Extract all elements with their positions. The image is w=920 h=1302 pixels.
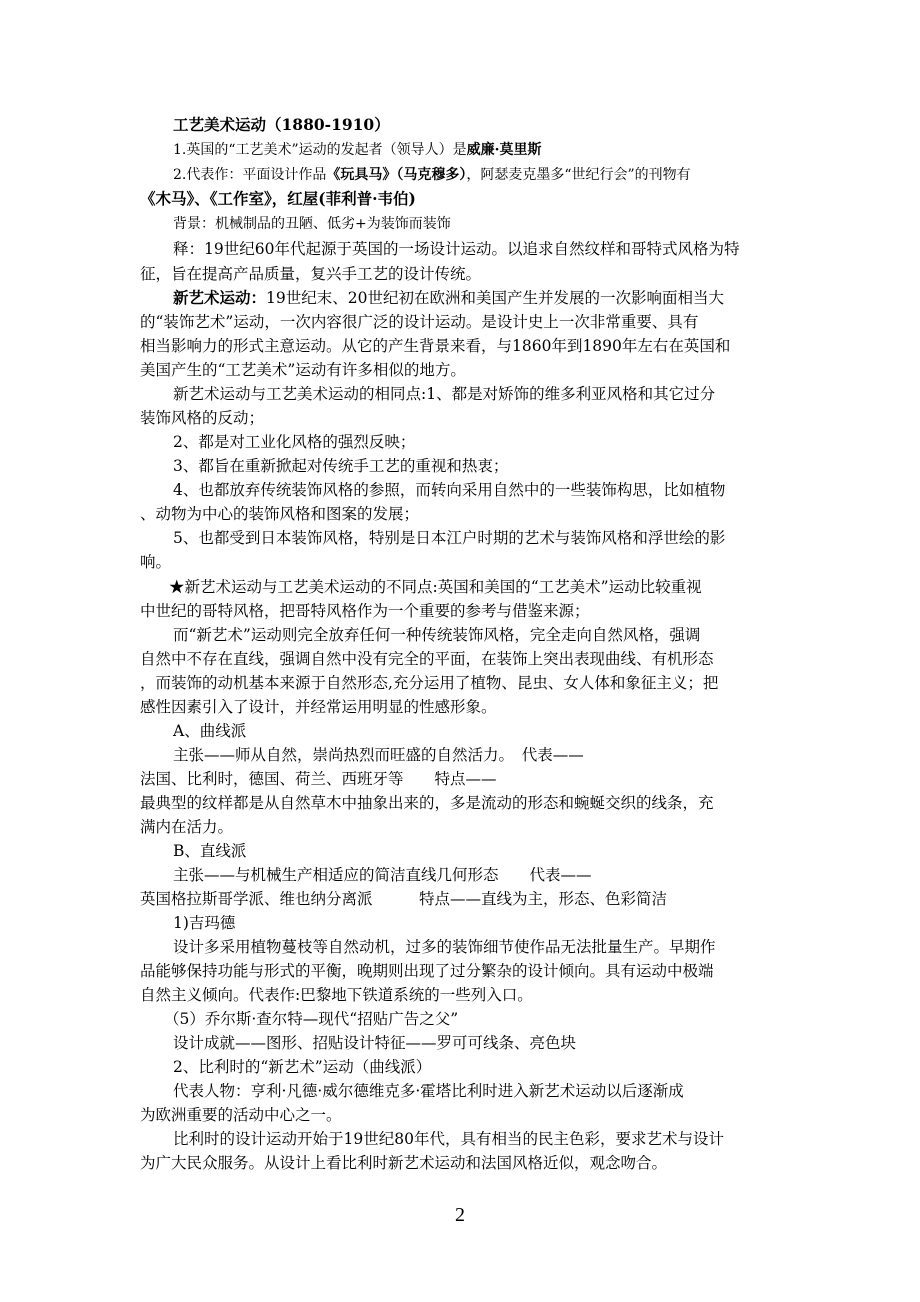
- item-1-bold: 威廉·莫里斯: [466, 142, 542, 158]
- similarity-line: 装饰风格的反动；: [140, 409, 265, 427]
- cheret-title: （5）乔尔斯·查尔特—现代“招贴广告之父”: [164, 1010, 459, 1028]
- art-nouveau-line: 相当影响力的形式主意运动。从它的产生背景来看，与1860年到1890年左右在英国和: [140, 337, 731, 355]
- similarity-line: 5、也都受到日本装饰风格，特别是日本江户时期的艺术与装饰风格和浮世绘的影: [173, 529, 726, 547]
- difference-line: 自然中不存在直线，强调自然中没有完全的平面，在装饰上突出表现曲线、有机形态: [140, 650, 714, 668]
- art-nouveau-line: 的“装饰艺术”运动，一次内容很广泛的设计运动。是设计史上一次非常重要、具有: [140, 313, 699, 331]
- school-a-title: A、曲线派: [173, 722, 247, 740]
- page-number: 2: [455, 1204, 465, 1226]
- section-title: 工艺美术运动（1880-1910）: [173, 115, 390, 134]
- item-2-prefix: 2.代表作：平面设计作品: [173, 167, 327, 183]
- similarity-line: 3、都旨在重新掀起对传统手工艺的重视和热衷；: [173, 457, 509, 475]
- belgium-rep-line: 为欧洲重要的活动中心之一。: [140, 1106, 342, 1124]
- item-1-text: 1.英国的“工艺美术”运动的发起者（领导人）是: [173, 142, 467, 158]
- item-1: [140, 139, 813, 161]
- similarity-line: 新艺术运动与工艺美术运动的相同点:1、都是对矫饰的维多利亚风格和其它过分: [173, 385, 716, 403]
- school-b-line: 英国格拉斯哥学派、维也纳分离派 特点——直线为主，形态、色彩简洁: [140, 890, 668, 908]
- art-nouveau-label: 新艺术运动：: [173, 288, 267, 307]
- item-2: [140, 164, 813, 186]
- school-b-title: B、直线派: [173, 842, 247, 860]
- school-b-line: 主张——与机械生产相适应的简洁直线几何形态 代表——: [173, 866, 592, 884]
- similarity-line: 响。: [140, 553, 172, 571]
- belgium-rep-line: 代表人物：亨利·凡德·威尔德维克多·霍塔比利时进入新艺术运动以后逐渐成: [173, 1082, 684, 1100]
- similarity-line: 2、都是对工业化风格的强烈反映；: [173, 433, 416, 451]
- belgium-para-line: 为广大民众服务。从设计上看比利时新艺术运动和法国风格近似，观念吻合。: [140, 1154, 668, 1172]
- item-2-bold: 《玩具马》（马克穆多）: [326, 167, 467, 183]
- difference-line: 而“新艺术”运动则完全放弃任何一种传统装饰风格，完全走向自然风格，强调: [173, 626, 701, 644]
- item-2-line2: 《木马》、《工作室》，红屋(菲利普·韦伯): [140, 189, 416, 208]
- background-line: 背景：机械制品的丑陋、低劣+为装饰而装饰: [173, 216, 451, 232]
- difference-line: ★新艺术运动与工艺美术运动的不同点:英国和美国的“工艺美术”运动比较重视: [169, 578, 702, 596]
- similarity-line: 、动物为中心的装饰风格和图案的发展；: [140, 505, 420, 523]
- art-nouveau-line: [140, 287, 813, 309]
- school-a-line: 法国、比利时，德国、荷兰、西班牙等 特点——: [140, 770, 497, 788]
- cheret-line: 设计成就——图形、招贴设计特征——罗可可线条、亮色块: [173, 1034, 577, 1052]
- difference-line: 感性因素引入了设计，并经常运用明显的性感形象。: [140, 698, 497, 716]
- explanation-line: 征，旨在提高产品质量，复兴手工艺的设计传统。: [140, 265, 482, 283]
- belgium-para-line: 比利时的设计运动开始于19世纪80年代，具有相当的民主色彩，要求艺术与设计: [173, 1130, 724, 1148]
- school-a-line: 满内在活力。: [140, 818, 234, 836]
- art-nouveau-line: 美国产生的“工艺美术”运动有许多相似的地方。: [140, 361, 466, 379]
- school-a-line: 最典型的纹样都是从自然草木中抽象出来的，多是流动的形态和蜿蜒交织的线条，充: [140, 794, 714, 812]
- guimard-line: 自然主义倾向。代表作:巴黎地下铁道系统的一些列入口。: [140, 986, 533, 1004]
- difference-line: 中世纪的哥特风格，把哥特风格作为一个重要的参考与借鉴来源；: [140, 602, 590, 620]
- school-a-line: 主张——师从自然，崇尚热烈而旺盛的自然活力。 代表——: [173, 746, 584, 764]
- guimard-line: 品能够保持功能与形式的平衡，晚期则出现了过分繁杂的设计倾向。具有运动中极端: [140, 962, 714, 980]
- item-2-mid: ，阿瑟麦克墨多“世纪行会”的刊物有: [466, 167, 691, 183]
- guimard-line: 设计多采用植物蔓枝等自然动机，过多的装饰细节使作品无法批量生产。早期作: [173, 938, 716, 956]
- similarity-line: 4、也都放弃传统装饰风格的参照，而转向采用自然中的一些装饰构思，比如植物: [173, 481, 726, 499]
- explanation-line: 释：19世纪60年代起源于英国的一场设计运动。以追求自然纹样和哥特式风格为特: [173, 240, 740, 258]
- belgium-title: 2、比利时的“新艺术”运动（曲线派）: [173, 1058, 432, 1076]
- guimard-title: 1)吉玛德: [173, 914, 236, 932]
- art-nouveau-text: 19世纪末、20世纪初在欧洲和美国产生并发展的一次影响面相当大: [266, 289, 724, 307]
- difference-line: ，而装饰的动机基本来源于自然形态,充分运用了植物、昆虫、女人体和象征主义；把: [140, 674, 719, 692]
